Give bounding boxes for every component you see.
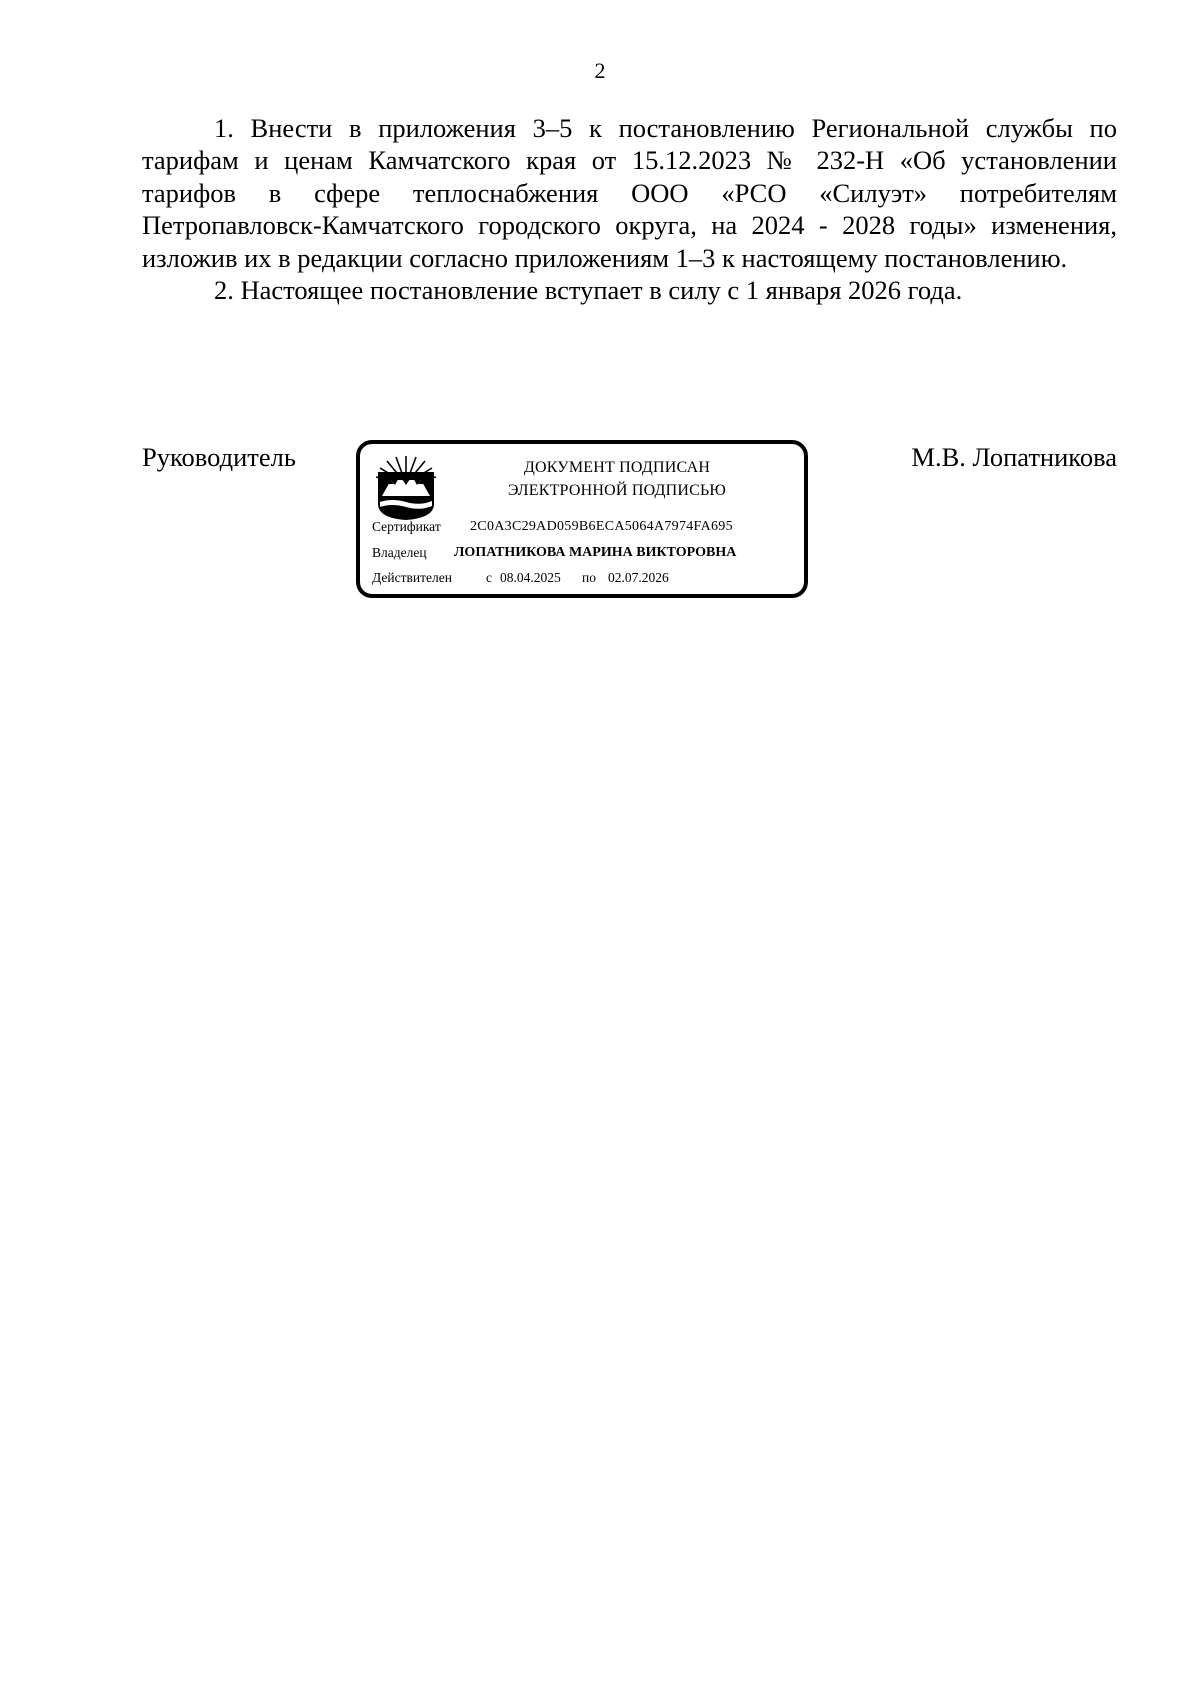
certificate-value: 2C0A3C29AD059B6ECA5064A7974FA695 <box>470 519 733 534</box>
page-number: 2 <box>594 58 606 83</box>
validity-from-date: 08.04.2025 <box>500 570 561 585</box>
document-body <box>142 112 1117 306</box>
signer-role: Руководитель <box>142 442 296 472</box>
paragraph-1: 1. Внести в приложения 3–5 к постановлению Региональной службы по тарифам и ценам Камчатского края от 15.12.2023 № 232-Н «Об установлении тарифов в сфере теплоснабжения ООО «РСО «Силуэт» потребителям Петропавловск-Камчатского городского округа, на 2024 - 2028 годы» изменения, изложив их в редакции согласно приложениям 1–3 к настоящему постановлению. <box>142 113 1117 273</box>
validity-to-prefix: по <box>582 570 596 585</box>
electronic-signature-stamp <box>356 440 808 598</box>
stamp-certificate-row <box>372 518 733 536</box>
validity-label: Действителен <box>372 570 452 585</box>
owner-value: ЛОПАТНИКОВА МАРИНА ВИКТОРОВНА <box>454 545 737 560</box>
paragraph-2: 2. Настоящее постановление вступает в силу с 1 января 2026 года. <box>214 275 963 306</box>
stamp-title-line-1: ДОКУМЕНТ ПОДПИСАН <box>523 459 711 476</box>
validity-to-date: 02.07.2026 <box>608 570 669 585</box>
stamp-title-line-2: ЭЛЕКТРОННОЙ ПОДПИСЬЮ <box>507 482 727 499</box>
stamp-title <box>452 456 782 502</box>
stamp-owner-row <box>372 544 737 562</box>
owner-label: Владелец <box>372 545 427 560</box>
signer-name: М.В. Лопатникова <box>911 442 1117 472</box>
validity-from-prefix: с <box>486 570 492 585</box>
certificate-label: Сертификат <box>372 519 441 534</box>
kamchatka-coat-of-arms-icon <box>372 454 440 522</box>
stamp-validity-row <box>372 569 669 587</box>
